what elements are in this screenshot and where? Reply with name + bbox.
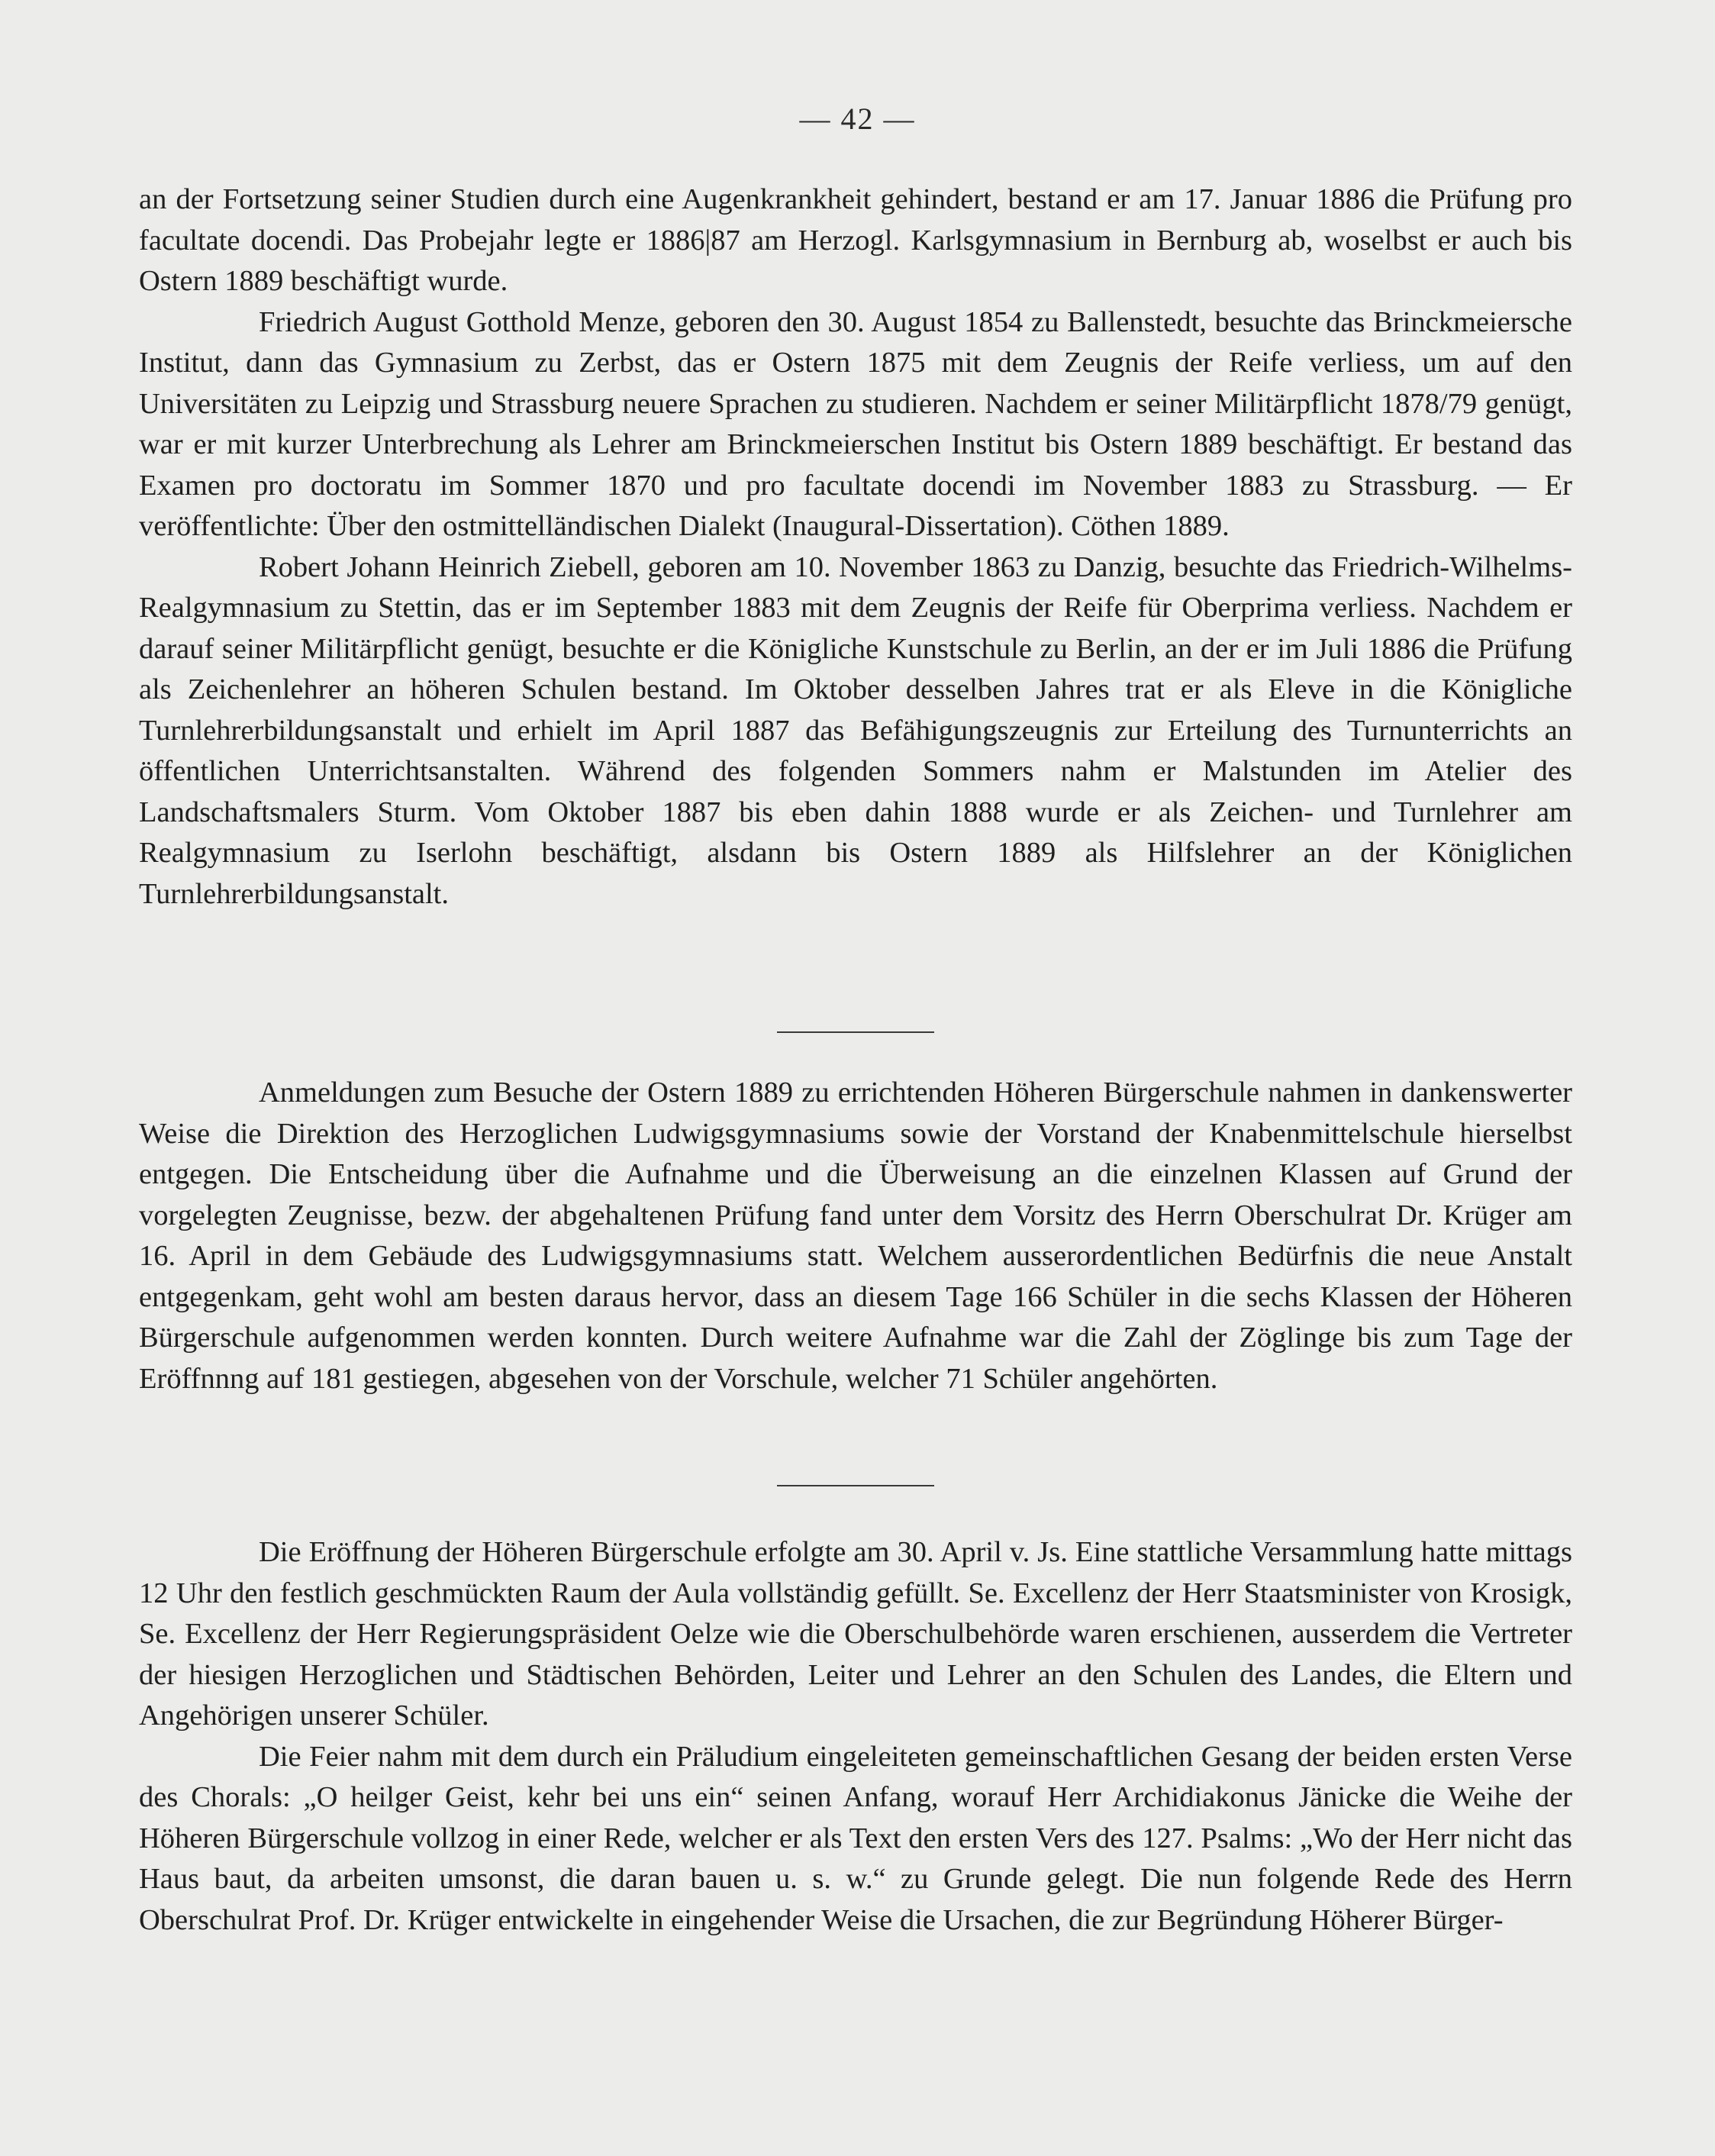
paragraph-ceremony: Die Feier nahm mit dem durch ein Präludium eingeleiteten gemeinschaftlichen Gesang der beiden ersten Verse des Chorals: „O heilger Geist, kehr bei uns ein“ seinen Anfang, worauf Herr Archidiakonus Jänicke die Weihe der Höheren Bürgerschule vollzog in einer Rede, welcher er als Text den ersten Vers des 127. Psalms: „Wo der Herr nicht das Haus baut, da arbeiten umsonst, die daran bauen u. s. w.“ zu Grunde gelegt. Die nun folgende Rede des Herrn Oberschulrat Prof. Dr. Krüger entwickelte in eingehender Weise die Ursachen, die zur Begründung Höherer Bürger- xyxy=(139,1740,1572,1936)
paragraph-ziebell: Robert Johann Heinrich Ziebell, geboren am 10. November 1863 zu Danzig, besuchte das Friedrich-Wilhelms-Realgymnasium zu Stettin, das er im September 1883 mit dem Zeugnis der Reife für Oberprima verliess. Nachdem er darauf seiner Militärpflicht genügt, besuchte er die Königliche Kunstschule zu Berlin, an der er im Juli 1886 die Prüfung als Zeichenlehrer an höheren Schulen bestand. Im Oktober desselben Jahres trat er als Eleve in die Königliche Turnlehrerbildungsanstalt und erhielt im April 1887 das Befähigungszeugnis zur Erteilung des Turnunterrichts an öffentlichen Unterrichtsanstalten. Während des folgenden Sommers nahm er Malstunden im Atelier des Landschaftsmalers Sturm. Vom Oktober 1887 bis eben dahin 1888 wurde er als Zeichen- und Turnlehrer am Realgymnasium zu Iserlohn beschäftigt, alsdann bis Ostern 1889 als Hilfslehrer an der Königlichen Turnlehrerbildungsanstalt. xyxy=(139,550,1572,910)
section-registrations xyxy=(139,1073,1572,1399)
paragraph-continuation: an der Fortsetzung seiner Studien durch eine Augenkrankheit gehindert, bestand er am 17. Januar 1886 die Prüfung pro facultate docendi. Das Probejahr legte er 1886|87 am Herzogl. Karlsgymnasium in Bernburg ab, woselbst er auch bis Ostern 1889 beschäftigt wurde. xyxy=(139,183,1572,297)
paragraph-menze: Friedrich August Gotthold Menze, geboren den 30. August 1854 zu Ballenstedt, besuchte das Brinckmeiersche Institut, dann das Gymnasium zu Zerbst, das er Ostern 1875 mit dem Zeugnis der Reife verliess, um auf den Universitäten zu Leipzig und Strassburg neuere Sprachen zu studieren. Nachdem er seiner Militärpflicht 1878/79 genügt, war er mit kurzer Unterbrechung als Lehrer am Brinckmeierschen Institut bis Ostern 1889 beschäftigt. Er bestand das Examen pro doctoratu im Sommer 1870 und pro facultate docendi im November 1883 zu Strassburg. — Er veröffentlichte: Über den ostmittelländischen Dialekt (Inaugural-Dissertation). Cöthen 1889. xyxy=(139,305,1572,542)
paragraph-registrations: Anmeldungen zum Besuche der Ostern 1889 zu errichtenden Höheren Bürgerschule nahmen in dankenswerter Weise die Direktion des Herzoglichen Ludwigsgymnasiums sowie der Vorstand der Knabenmittelschule hierselbst entgegen. Die Entscheidung über die Aufnahme und die Überweisung an die einzelnen Klassen auf Grund der vorgelegten Zeugnisse, bezw. der abgehaltenen Prüfung fand unter dem Vorsitz des Herrn Oberschulrat Dr. Krüger am 16. April in dem Gebäude des Ludwigsgymnasiums statt. Welchem ausserordentlichen Bedürfnis die neue Anstalt entgegenkam, geht wohl am besten daraus hervor, dass an diesem Tage 166 Schüler in die sechs Klassen der Höheren Bürgerschule aufgenommen werden konnten. Durch weitere Aufnahme war die Zahl der Zöglinge bis zum Tage der Eröffnnng auf 181 gestiegen, abgesehen von der Vorschule, welcher 71 Schüler angehörten. xyxy=(139,1076,1572,1395)
section-opening xyxy=(139,1532,1572,1941)
section-divider xyxy=(777,1485,934,1486)
section-divider xyxy=(777,1031,934,1033)
page-number: — 42 — xyxy=(799,102,916,136)
section-biographies xyxy=(139,179,1572,915)
paragraph-opening: Die Eröffnung der Höheren Bürgerschule erfolgte am 30. April v. Js. Eine stattliche Versammlung hatte mittags 12 Uhr den festlich geschmückten Raum der Aula vollständig gefüllt. Se. Excellenz der Herr Staatsminister von Krosigk, Se. Excellenz der Herr Regierungspräsident Oelze wie die Oberschulbehörde waren erschienen, ausserdem die Vertreter der hiesigen Herzoglichen und Städtischen Behörden, Leiter und Lehrer an den Schulen des Landes, die Eltern und Angehörigen unserer Schüler. xyxy=(139,1536,1572,1732)
